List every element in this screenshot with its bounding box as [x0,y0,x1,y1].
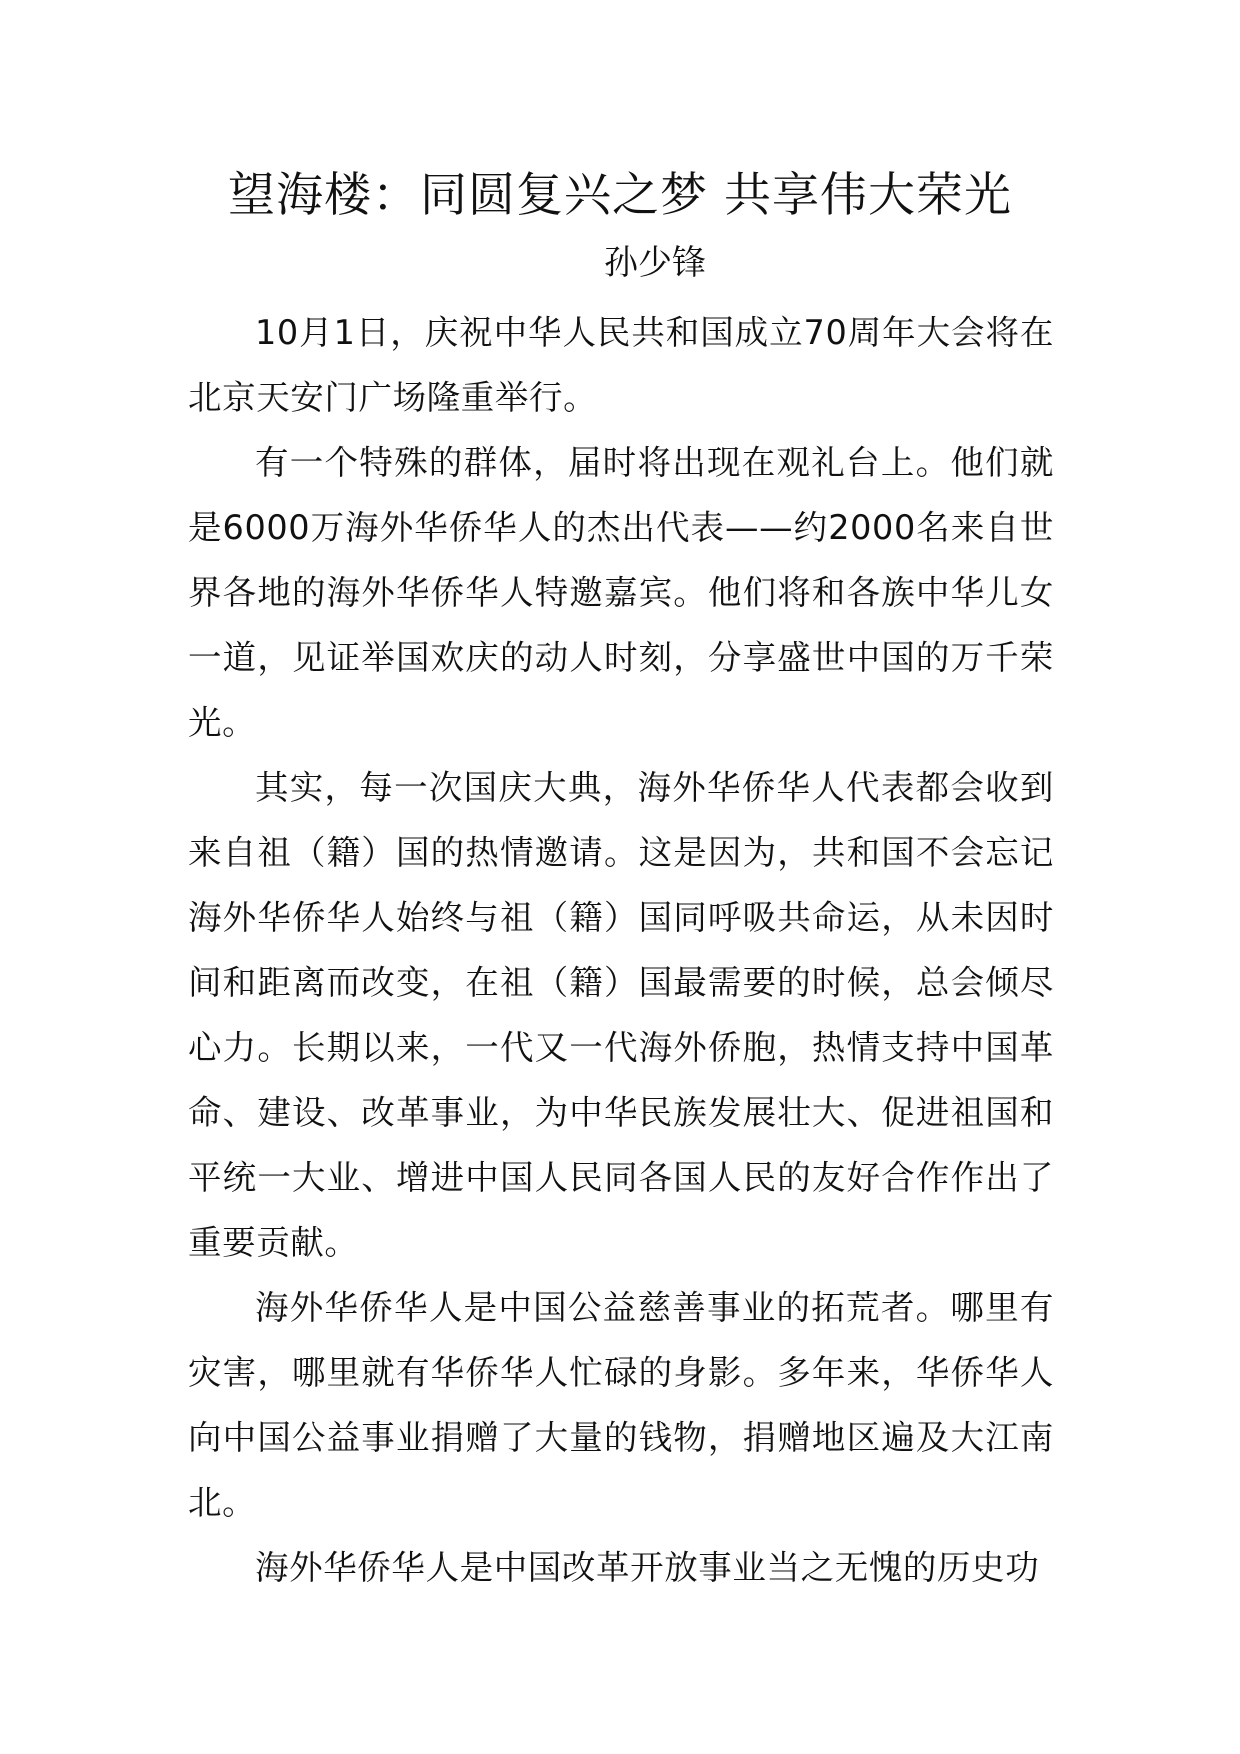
paragraph: 海外华侨华人是中国改革开放事业当之无愧的历史功 [255,1548,1040,1587]
document-title: 望海楼：同圆复兴之梦 共享伟大荣光 [228,168,1012,223]
author-name: 孙少锋 [604,243,706,283]
article-body [188,300,1054,1600]
paragraph: 10月1日，庆祝中华人民共和国成立70周年大会将在北京天安门广场隆重举行。 [188,313,1054,417]
paragraph: 其实，每一次国庆大典，海外华侨华人代表都会收到来自祖（籍）国的热情邀请。这是因为，共和国不会忘记海外华侨华人始终与祖（籍）国同呼吸共命运，从未因时间和距离而改变，在祖（籍）国最需要的时候，总会倾尽心力。长期以来，一代又一代海外侨胞，热情支持中国革命、建设、改革事业，为中华民族发展壮大、促进祖国和平统一大业、增进中国人民同各国人民的友好合作作出了重要贡献。 [188,768,1054,1262]
paragraph: 海外华侨华人是中国公益慈善事业的拓荒者。哪里有灾害，哪里就有华侨华人忙碌的身影。多年来，华侨华人向中国公益事业捐赠了大量的钱物，捐赠地区遍及大江南北。 [188,1288,1054,1522]
paragraph: 有一个特殊的群体，届时将出现在观礼台上。他们就是6000万海外华侨华人的杰出代表——约2000名来自世界各地的海外华侨华人特邀嘉宾。他们将和各族中华儿女一道，见证举国欢庆的动人时刻，分享盛世中国的万千荣光。 [188,443,1054,742]
